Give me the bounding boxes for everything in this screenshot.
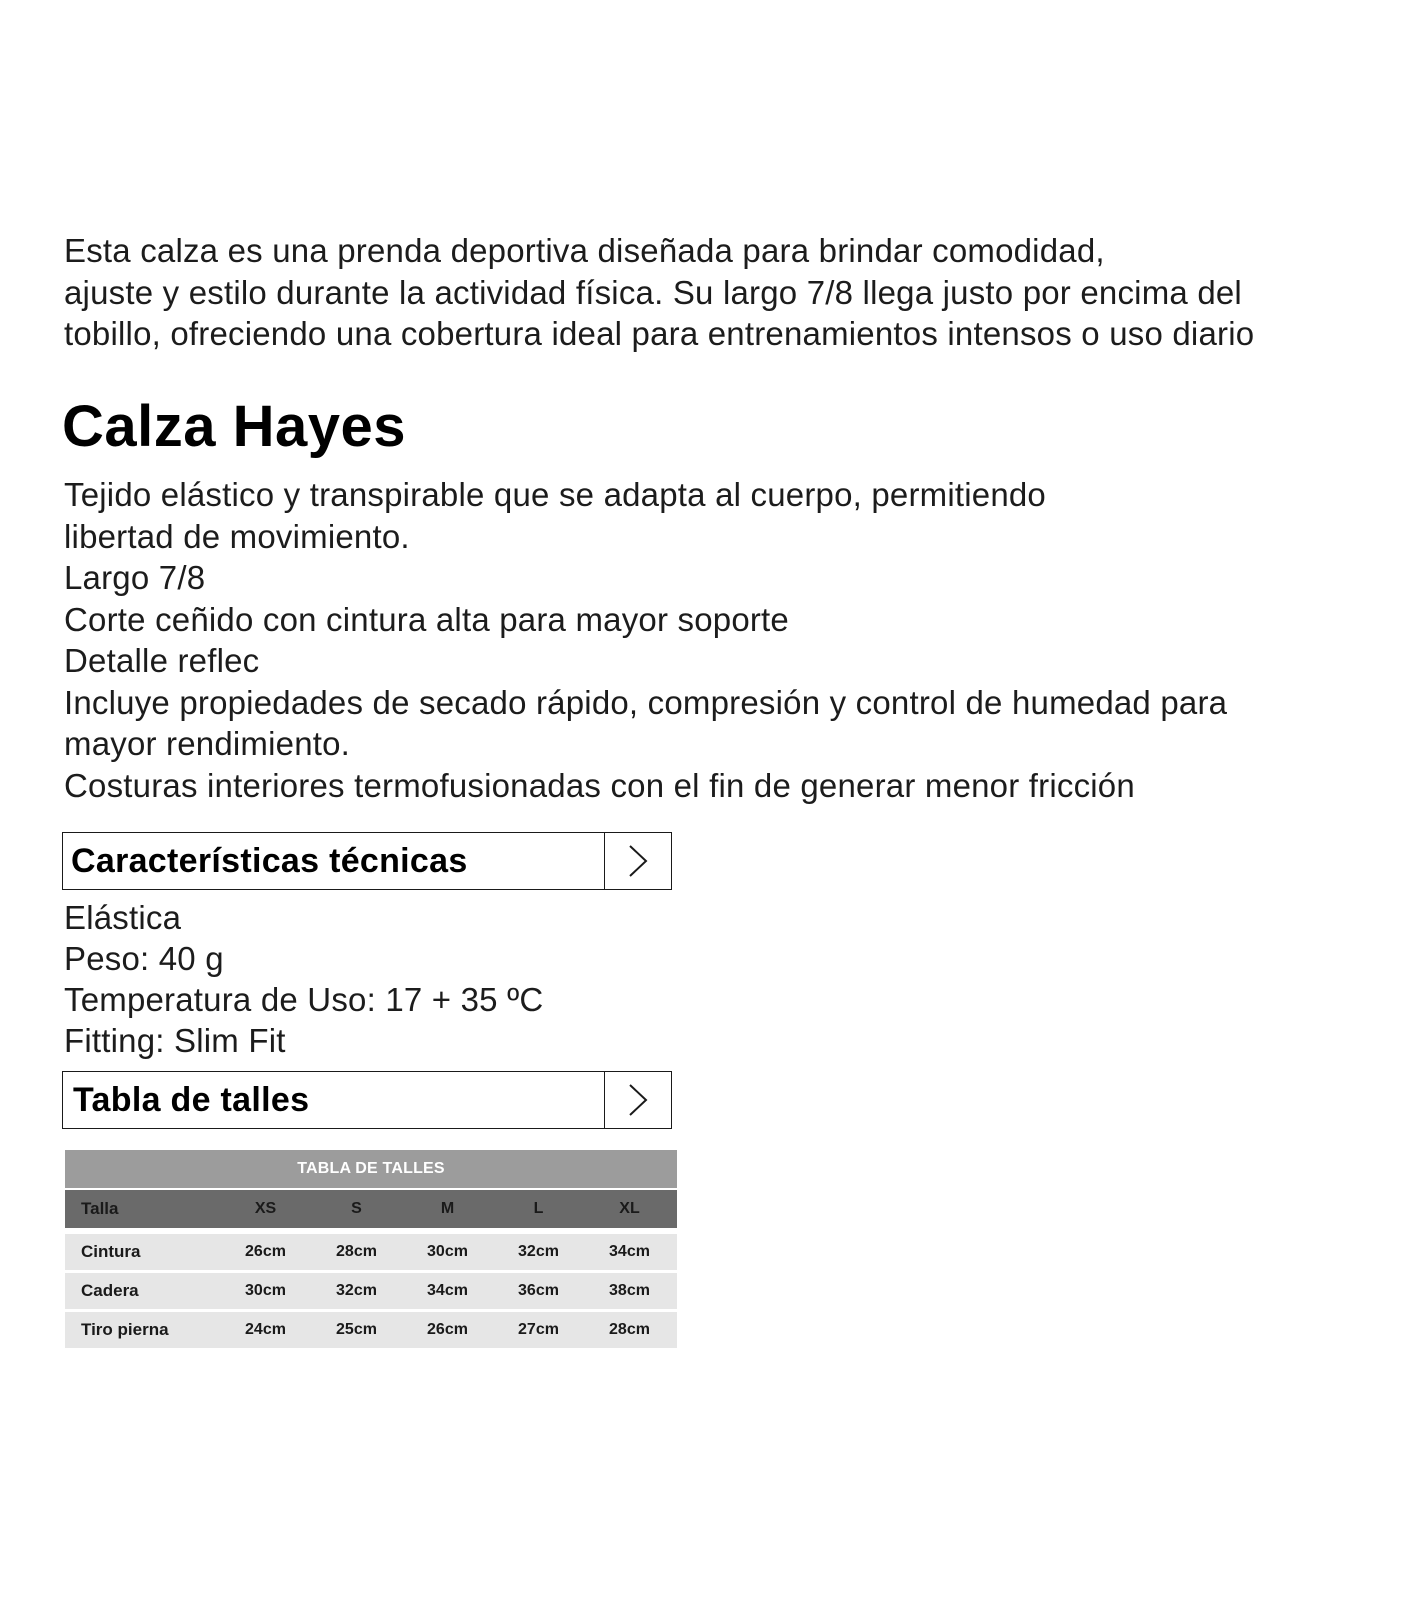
table-cell: 36cm [518, 1282, 559, 1299]
size-header-cell: XS [254, 1200, 277, 1217]
table-row [65, 1273, 677, 1309]
size-header-cell: XL [619, 1200, 640, 1217]
size-header-cell: S [351, 1200, 362, 1217]
feature-line: Tejido elástico y transpirable que se adapta al cuerpo, permitiendo [64, 476, 1046, 513]
table-cell: 30cm [245, 1282, 286, 1299]
table-cell: 27cm [518, 1321, 559, 1338]
feature-line: Detalle reflec [64, 642, 260, 679]
size-section-expand-button[interactable] [604, 1072, 671, 1128]
table-cell: 25cm [336, 1321, 377, 1338]
tech-item: Peso: 40 g [64, 940, 224, 977]
size-table-header [65, 1190, 677, 1228]
table-cell: 32cm [336, 1282, 377, 1299]
table-cell: 32cm [518, 1243, 559, 1260]
feature-line: Incluye propiedades de secado rápido, compresión y control de humedad para [64, 683, 1228, 721]
intro-line: tobillo, ofreciendo una cobertura ideal para entrenamientos intensos o uso diario [64, 315, 1255, 352]
chevron-right-icon [625, 844, 651, 878]
tech-section-expand-button[interactable] [604, 833, 671, 889]
size-table [65, 1150, 677, 1348]
intro-paragraph [64, 230, 1394, 355]
tech-item: Elástica [64, 899, 182, 936]
row-label: Tiro pierna [81, 1320, 169, 1339]
feature-line: mayor rendimiento. [64, 725, 351, 762]
table-cell: 28cm [336, 1243, 377, 1260]
size-header-cell: L [533, 1200, 544, 1217]
table-cell: 28cm [609, 1321, 650, 1338]
feature-line: Largo 7/8 [64, 559, 206, 596]
size-header-label: Talla [81, 1199, 119, 1218]
feature-line: Costuras interiores termofusionadas con el fin de generar menor fricción [64, 766, 1135, 804]
tech-section-toggle[interactable] [62, 832, 672, 890]
size-header-cell: M [440, 1200, 455, 1217]
table-row [65, 1234, 677, 1270]
feature-line: libertad de movimiento. [64, 517, 410, 555]
size-section-label: Tabla de talles [73, 1080, 310, 1119]
row-label: Cadera [81, 1281, 139, 1300]
intro-line: ajuste y estilo durante la actividad física. Su largo 7/8 llega justo por encima del [64, 273, 1242, 311]
size-section-toggle[interactable] [62, 1071, 672, 1129]
feature-line: Corte ceñido con cintura alta para mayor soporte [64, 600, 789, 638]
product-title: Calza Hayes [62, 394, 407, 459]
table-cell: 34cm [609, 1243, 650, 1260]
intro-line: Esta calza es una prenda deportiva diseñada para brindar comodidad, [64, 232, 1105, 269]
table-cell: 24cm [245, 1321, 286, 1338]
table-cell: 34cm [427, 1282, 468, 1299]
table-cell: 26cm [245, 1243, 286, 1260]
tech-item: Temperatura de Uso: 17 + 35 ºC [64, 981, 544, 1018]
tech-characteristics-list [64, 897, 543, 1061]
features-list [64, 474, 1394, 806]
tech-section-label: Características técnicas [71, 841, 468, 880]
tech-item: Fitting: Slim Fit [64, 1022, 286, 1059]
size-table-title: TABLA DE TALLES [65, 1150, 677, 1188]
table-row [65, 1312, 677, 1348]
row-label: Cintura [81, 1242, 141, 1261]
table-cell: 38cm [609, 1282, 650, 1299]
table-cell: 30cm [427, 1243, 468, 1260]
chevron-right-icon [625, 1083, 651, 1117]
table-cell: 26cm [427, 1321, 468, 1338]
